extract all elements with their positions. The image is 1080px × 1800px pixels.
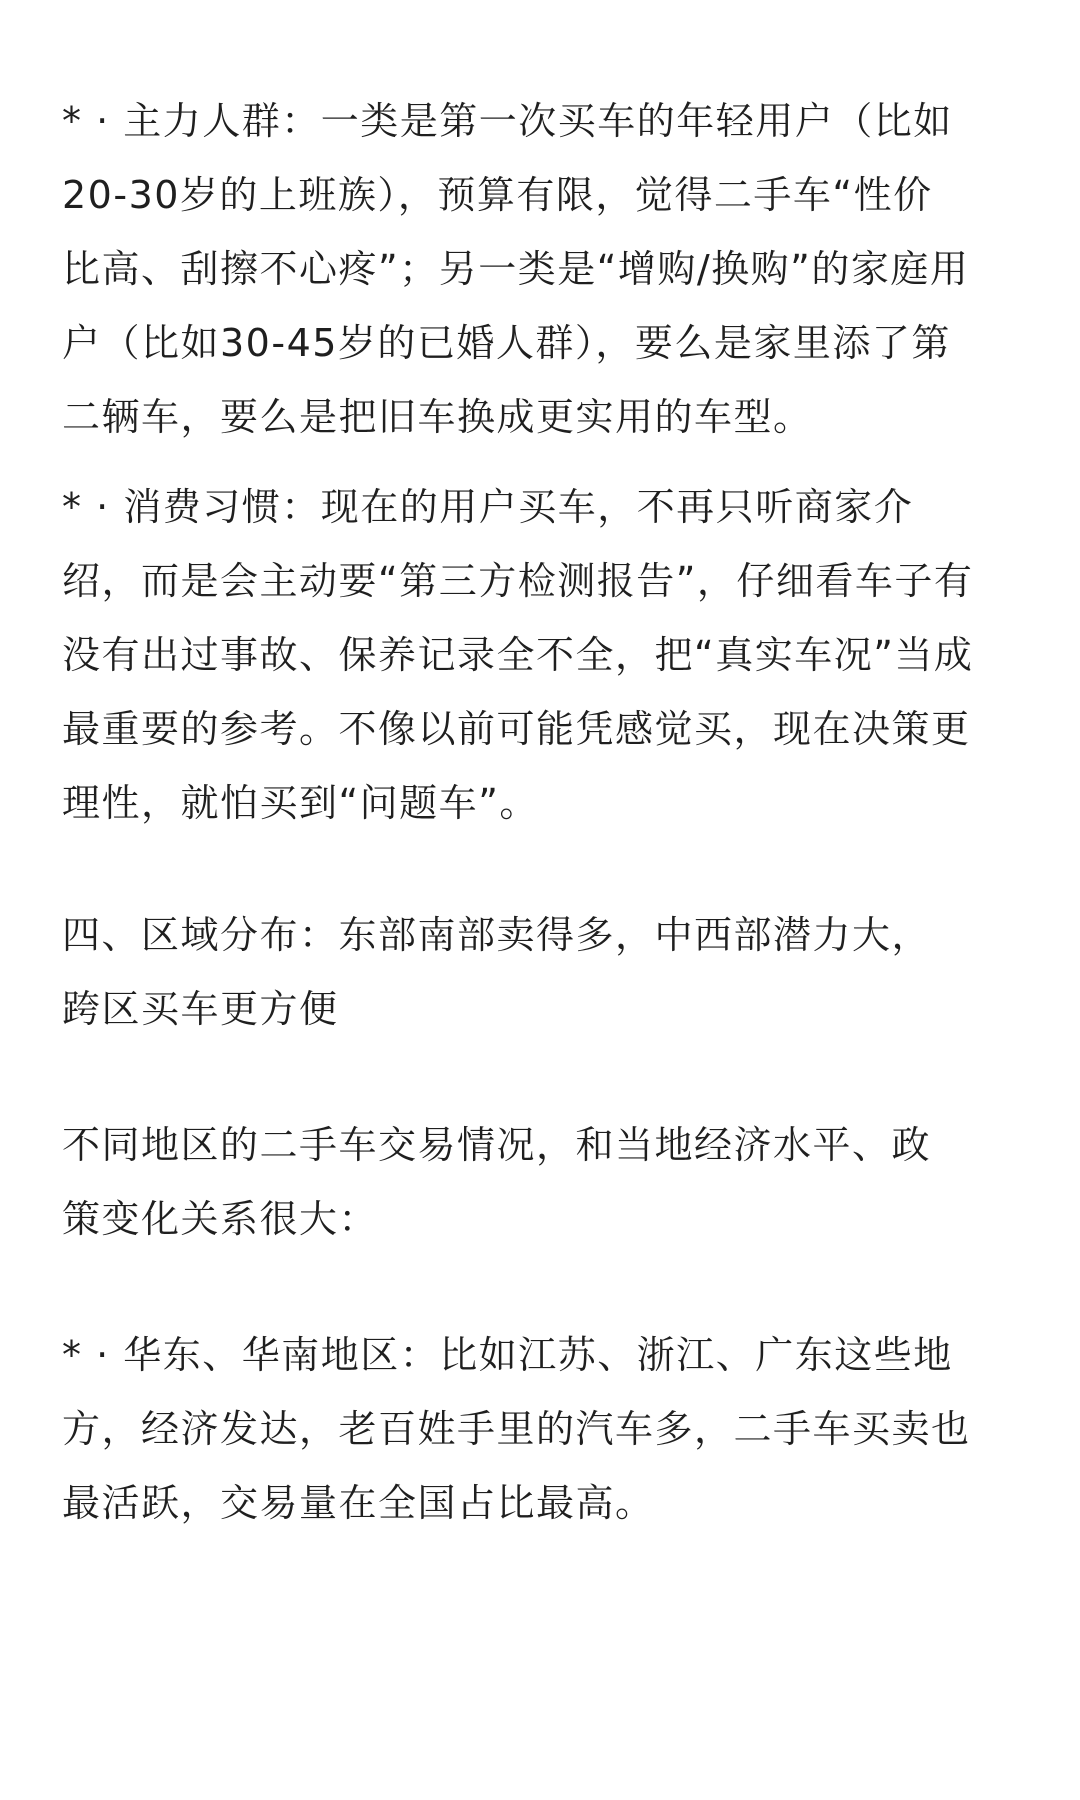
paragraph-east-south-china [62, 1318, 1030, 1540]
article-body [62, 84, 1030, 1540]
section-heading-regional-distribution [62, 898, 1030, 1046]
text-line: 最重要的参考。不像以前可能凭感觉买，现在决策更 [62, 707, 971, 751]
spacer [62, 1046, 1030, 1108]
text-line: * · 华东、华南地区：比如江苏、浙江、广东这些地 [62, 1333, 953, 1377]
text-line: 四、区域分布：东部南部卖得多，中西部潜力大， [62, 913, 932, 957]
paragraph-main-audience [62, 84, 1030, 454]
text-line: 20-30岁的上班族），预算有限，觉得二手车“性价 [62, 173, 933, 217]
text-line: 没有出过事故、保养记录全不全，把“真实车况”当成 [62, 633, 974, 677]
text-line: 方，经济发达，老百姓手里的汽车多，二手车买卖也 [62, 1407, 971, 1451]
spacer [62, 1256, 1030, 1318]
text-line: 户（比如30-45岁的已婚人群），要么是家里添了第 [62, 321, 951, 365]
paragraph-consumer-habits [62, 470, 1030, 840]
text-line: 比高、刮擦不心疼”；另一类是“增购/换购”的家庭用 [62, 247, 970, 291]
text-line: * · 主力人群：一类是第一次买车的年轻用户（比如 [62, 99, 953, 143]
text-line: 策变化关系很大： [62, 1197, 379, 1241]
text-line: * · 消费习惯：现在的用户买车，不再只听商家介 [62, 485, 914, 529]
text-line: 跨区买车更方便 [62, 987, 339, 1031]
text-line: 最活跃，交易量在全国占比最高。 [62, 1481, 655, 1525]
paragraph-regional-intro [62, 1108, 1030, 1256]
spacer [62, 840, 1030, 898]
text-line: 二辆车，要么是把旧车换成更实用的车型。 [62, 395, 813, 439]
spacer [62, 454, 1030, 470]
text-line: 绍，而是会主动要“第三方检测报告”，仔细看车子有 [62, 559, 974, 603]
text-line: 不同地区的二手车交易情况，和当地经济水平、政 [62, 1123, 932, 1167]
text-line: 理性，就怕买到“问题车”。 [62, 781, 539, 825]
